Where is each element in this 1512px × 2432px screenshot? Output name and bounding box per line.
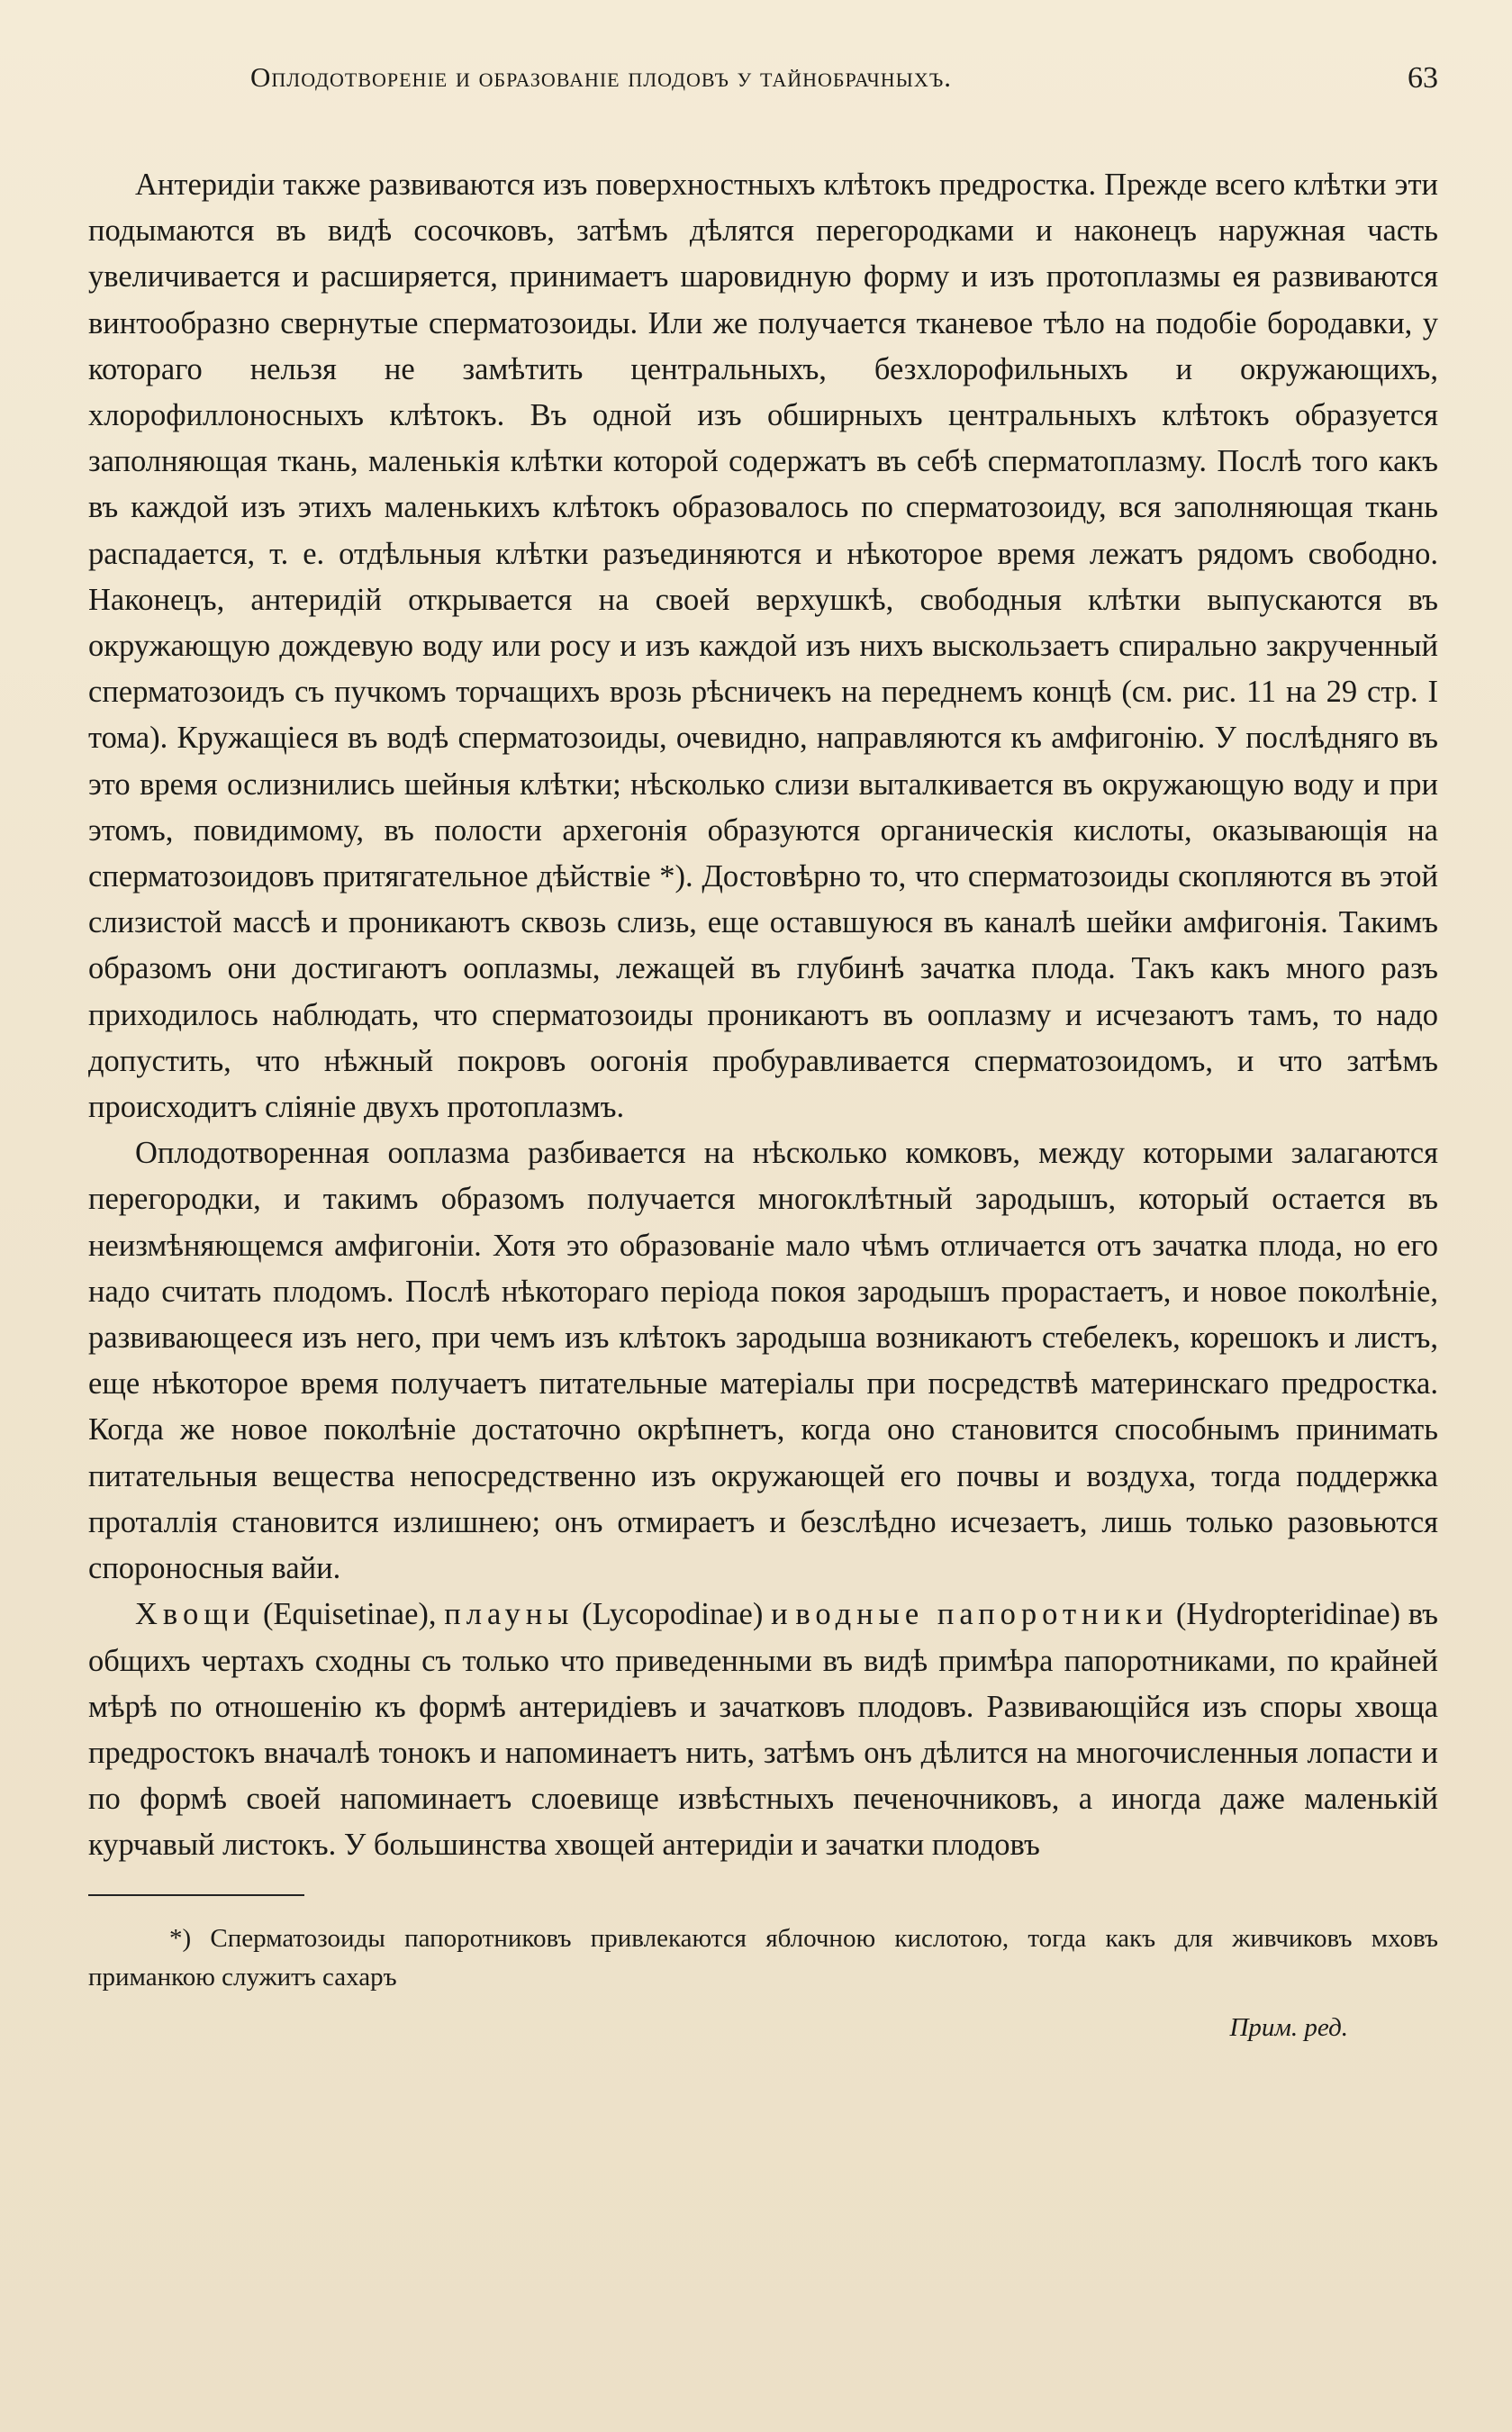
term-water-ferns: водные папоротники xyxy=(795,1597,1169,1632)
term-horsetails: Хвощи xyxy=(135,1597,256,1632)
paragraph-horsetails-seg2: (Lycopodinae) и xyxy=(574,1597,796,1632)
footnote-rule xyxy=(88,1894,304,1896)
paragraph-horsetails xyxy=(88,1592,1438,1868)
page-number: 63 xyxy=(1408,61,1438,95)
footnote xyxy=(88,1919,1438,2043)
paragraph-horsetails-rest: (Hydropterіdinae) въ общихъ чертахъ сходны съ только что приведенными въ видѣ примѣра папоротниками, по крайней мѣрѣ по отношенію къ формѣ антеридіевъ и зачатковъ плодовъ. Развивающійся изъ споры хвоща предростокъ вначалѣ тонокъ и напоминаетъ нить, затѣмъ онъ дѣлится на многочисленныя лопасти и по формѣ своей напоминаетъ слоевище извѣстныхъ печеночниковъ, а иногда даже маленькій курчавый листокъ. У большинства хвощей антеридіи и зачатки плодовъ xyxy=(88,1597,1439,1863)
running-title: Оплодотвореніе и образованіе плодовъ у тайнобрачныхъ. xyxy=(250,61,953,93)
running-header xyxy=(88,61,1438,108)
paragraph-antheridia: Антеридіи также развиваются изъ поверхностныхъ клѣтокъ предростка. Прежде всего клѣтки эти подымаются въ видѣ сосочковъ, затѣмъ дѣлятся перегородками и наконецъ наружная часть увеличивается и расширяется, принимаетъ шаровидную форму и изъ протоплазмы ея развиваются винтообразно свернутые сперматозоиды. Или же получается тканевое тѣло на подобіе бородавки, у котораго нельзя не замѣтить центральныхъ, безхлорофильныхъ и окружающихъ, хлорофиллоносныхъ клѣтокъ. Въ одной изъ обширныхъ центральныхъ клѣтокъ образуется заполняющая ткань, маленькія клѣтки которой содержатъ въ себѣ спермaтоплазму. Послѣ того какъ въ каждой изъ этихъ маленькихъ клѣтокъ образовалось по сперматозоиду, вся заполняющая ткань распадается, т. е. отдѣльныя клѣтки разъединяются и нѣкоторое время лежатъ рядомъ свободно. Наконецъ, антеридій открывается на своей верхушкѣ, свободныя клѣтки выпускаются въ окружающую дождевую воду или росу и изъ каждой изъ нихъ выскользаетъ спирально закрученный сперматозоидъ съ пучкомъ торчащихъ врозь рѣсничекъ на переднемъ концѣ (см. рис. 11 на 29 стр. I тома). Кружащіеся въ водѣ сперматозоиды, очевидно, направляются къ амфигонію. У послѣдняго въ это время ослизнились шейныя клѣтки; нѣсколько слизи выталкивается въ окружающую воду и при этомъ, повидимому, въ полости архегонія образуются органическія кислоты, оказывающія на сперматозоидовъ притягательное дѣйствіе *). Достовѣрно то, что сперматозоиды скопляются въ этой слизистой массѣ и проникаютъ сквозь слизь, еще оставшуюся въ каналѣ шейки амфигонія. Такимъ образомъ они достигаютъ ооплазмы, лежащей въ глубинѣ зачатка плода. Такъ какъ много разъ приходилось наблюдать, что сперматозоиды проникаютъ въ ооплазму и исчезаютъ тамъ, то надо допустить, что нѣжный покровъ оогонія пробуравливается сперматозоидомъ, и что затѣмъ происходитъ сліяніе двухъ протоплазмъ. xyxy=(88,168,1438,1125)
term-clubmosses: плауны xyxy=(444,1597,575,1632)
main-text xyxy=(88,162,1438,1869)
paragraph-horsetails-seg1: (Equisetinae), xyxy=(255,1597,445,1632)
paragraph-embryo: Оплодотворенная ооплазма разбивается на нѣсколько комковъ, между которыми залагаются перегородки, и такимъ образомъ получается многоклѣтный зародышъ, который остается въ неизмѣняющемся амфигоніи. Хотя это образованіе мало чѣмъ отличается отъ зачатка плода, но его надо считать плодомъ. Послѣ нѣкотораго періода покоя зародышъ прорастаетъ, и новое поколѣніе, развивающееся изъ него, при чемъ изъ клѣтокъ зародыша возникаютъ стебелекъ, корешокъ и листъ, еще нѣкоторое время получаетъ питательные матеріалы при посредствѣ материнскаго предростка. Когда же новое поколѣніе достаточно окрѣпнетъ, когда оно становится способнымъ принимать питательныя вещества непосредственно изъ окружающей его почвы и воздуха, тогда поддержка проталлія становится излишнею; онъ отмираетъ и безслѣдно исчезаетъ, лишь только разовьются спороносныя вайи. xyxy=(88,1136,1438,1586)
footnote-signature: Прим. ред. xyxy=(1229,2012,1348,2042)
footnote-text: *) Сперматозоиды папоротниковъ привлекаются яблочною кислотою, тогда какъ для живчиковъ мховъ приманкою служитъ сахаръ xyxy=(88,1923,1438,1992)
